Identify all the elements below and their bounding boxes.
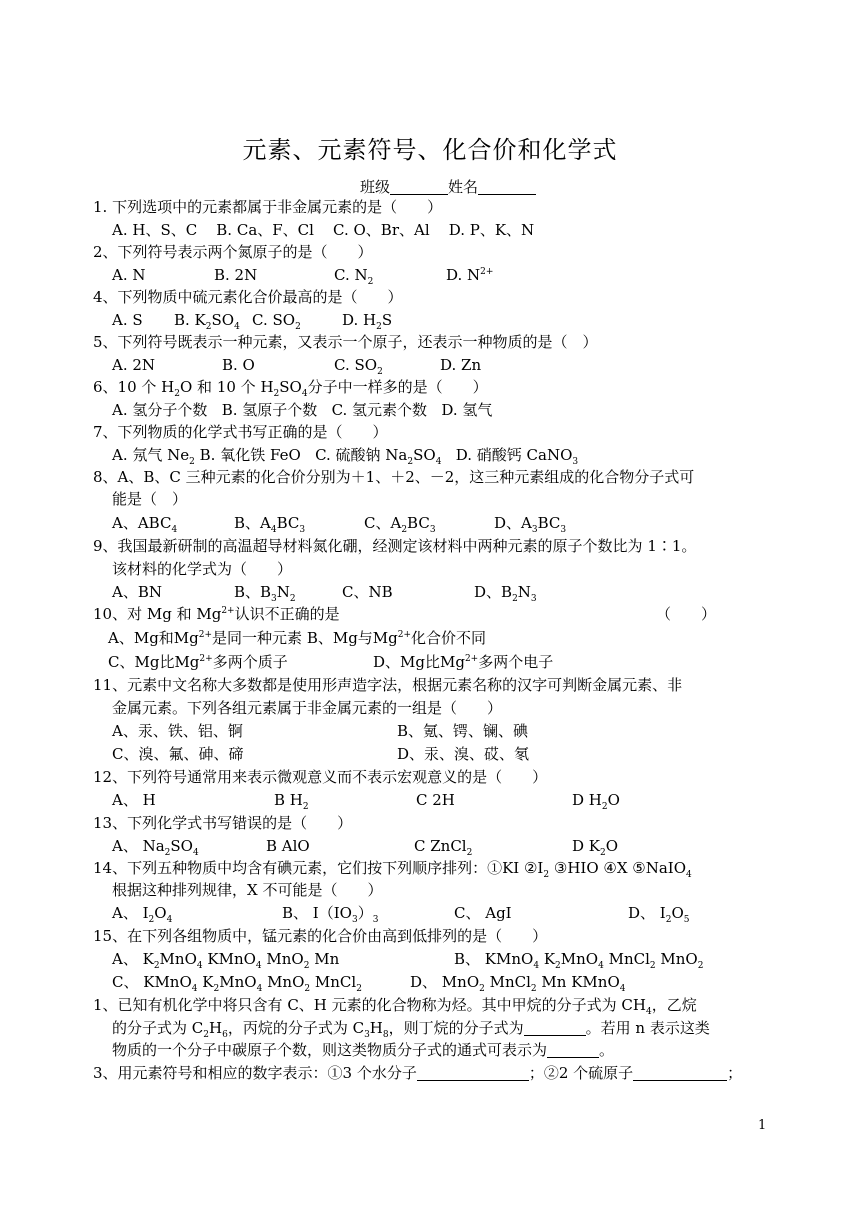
q9-stem-line1: 9、我国最新研制的高温超导材料氮化硼，经测定该材料中两种元素的原子个数比为 1∶1。 [93, 537, 697, 555]
q15-option-d: D、 MnO$_2$ MnCl$_2$ Mn KMnO$_4$ [410, 973, 626, 994]
q4-option-b: B. $K_2SO_4$ [174, 311, 240, 332]
q5-options [112, 355, 481, 375]
fill3-line: 3、用元素符号和相应的数字表示：①3 个水分子 ；②2 个硫原子 ； [93, 1064, 743, 1082]
q15-options-cd [112, 972, 625, 992]
q11-option-d: D、汞、溴、砹、氡 [397, 745, 530, 763]
name-label: 姓名 [448, 178, 479, 196]
q12-option-b: B $H_2$ [274, 791, 309, 812]
q7-option-d: D. 硝酸钙 CaNO$_3$ [455, 446, 579, 467]
q4-option-d: D. $H_2S$ [342, 311, 393, 332]
q13-stem: 13、下列化学式书写错误的是（ ） [93, 814, 353, 832]
q10-option-c: C、Mg比$Mg^{2+}$多两个质子 [108, 653, 288, 671]
q6-option-d: D. 氢气 [441, 401, 493, 419]
q12-options [112, 790, 620, 810]
q1-stem: 1. 下列选项中的元素都属于非金属元素的是（ ） [93, 198, 443, 216]
q8-stem-line2: 能是（ ） [112, 490, 188, 508]
q2-option-a: A. N [112, 266, 146, 284]
q8-option-b: B、$A_4BC_3$ [234, 514, 306, 535]
q13-option-c: C ZnCl$_2$ [414, 837, 473, 858]
class-label: 班级 [360, 178, 391, 196]
class-name-line [360, 176, 536, 197]
q9-option-c: C、NB [342, 583, 393, 601]
fill1-blank-formula[interactable] [547, 1043, 599, 1058]
q5-stem: 5、下列符号既表示一种元素，又表示一个原子，还表示一种物质的是（ ） [93, 333, 598, 351]
q9-stem-line2: 该材料的化学式为（ ） [112, 560, 293, 578]
q2-option-c: C. $N_2$ [334, 266, 374, 287]
q11-option-a: A、汞、铁、铝、锕 [112, 722, 243, 740]
fill1-line1: 1、已知有机化学中将只含有 C、H 元素的化合物称为烃。其中甲烷的分子式为 $CH_4$，乙烷 [93, 996, 697, 1017]
q12-stem: 12、下列符号通常用来表示微观意义而不表示宏观意义的是（ ） [93, 768, 548, 786]
q1-option-c: C. O、Br、Al [333, 221, 430, 239]
q13-option-d: D $K_2O$ [572, 837, 619, 858]
q15-option-b: B、 KMnO$_4$ $K_2MnO_4$ MnCl$_2$ MnO$_2$ [454, 950, 704, 971]
page-title: 元素、元素符号、化合价和化学式 [242, 136, 618, 164]
q1-option-a: A. H、S、C [112, 221, 198, 239]
q9-option-a: A、BN [112, 583, 162, 601]
q6-option-c: C. 氢元素个数 [331, 401, 428, 419]
q11-stem-line2: 金属元素。下列各组元素属于非金属元素的一组是（ ） [112, 699, 503, 717]
q14-option-b: B、 $I(IO_3)_3$ [282, 904, 379, 925]
q6-options [112, 400, 492, 420]
q2-option-d: D. $N^{2+}$ [446, 266, 494, 284]
q4-option-c: C. $SO_2$ [252, 311, 301, 332]
q9-option-d: D、$B_2N_3$ [474, 583, 537, 604]
q11-stem-line1: 11、元素中文名称大多数都是使用形声造字法，根据元素名称的汉字可判断金属元素、非 [93, 676, 683, 694]
q4-stem: 4、下列物质中硫元素化合价最高的是（ ） [93, 288, 403, 306]
q14-option-c: C、 AgI [454, 904, 512, 922]
q10-option-d: D、Mg比$Mg^{2+}$多两个电子 [373, 653, 554, 671]
q5-option-c: C. $SO_2$ [334, 356, 383, 377]
q2-options [112, 265, 493, 285]
q12-option-c: C 2H [416, 791, 455, 809]
q5-option-d: D. Zn [440, 356, 482, 374]
q7-option-b: B. 氧化铁 FeO [199, 446, 301, 464]
q1-options [112, 220, 534, 240]
q14-option-d: D、 $I_2O_5$ [628, 904, 690, 925]
q14-options [112, 903, 690, 923]
fill1-blank-butane[interactable] [524, 1021, 586, 1036]
q12-option-d: D $H_2O$ [572, 791, 620, 812]
q5-option-b: B. O [222, 356, 255, 374]
class-blank [390, 180, 448, 195]
q12-option-a: A、 H [112, 791, 156, 809]
q7-options [112, 445, 578, 465]
q14-option-a: A、 $I_2O_4$ [112, 904, 173, 925]
q1-option-d: D. P、K、N [448, 221, 535, 239]
q15-option-c: C、 KMnO$_4$ $K_2MnO_4$ MnO$_2$ MnCl$_2$ [112, 973, 362, 994]
q13-options [112, 836, 618, 856]
q6-option-b: B. 氢原子个数 [221, 401, 318, 419]
q11-option-c: C、溴、氟、砷、碲 [112, 745, 244, 763]
q2-stem: 2、下列符号表示两个氮原子的是（ ） [93, 243, 373, 261]
q8-option-d: D、$A_3BC_3$ [494, 514, 567, 535]
q10-options-ab: A、Mg和$Mg^{2+}$是同一种元素 B、Mg与$Mg^{2+}$化合价不同 [108, 629, 487, 647]
name-blank [478, 180, 536, 195]
q11-option-b: B、氪、锷、镧、碘 [397, 722, 529, 740]
q15-option-a: A、 $K_2MnO_4$ KMnO$_4$ MnO$_2$ Mn [112, 950, 340, 971]
q13-option-a: A、 $Na_2SO_4$ [112, 837, 199, 858]
q8-options [112, 513, 566, 533]
q9-options [112, 582, 537, 602]
q10-answer-paren: （ ） [656, 605, 717, 623]
fill1-line3: 物质的一个分子中碳原子个数，则这类物质分子式的通式可表示为 。 [112, 1041, 615, 1059]
q5-option-a: A. 2N [112, 356, 156, 374]
page-number: 1 [758, 1118, 767, 1133]
q4-option-a: A. S [112, 311, 143, 329]
q7-option-c: C. 硫酸钠 $Na_2SO_4$ [315, 446, 442, 467]
q6-option-a: A. 氢分子个数 [112, 401, 208, 419]
fill1-line2: 的分子式为 $C_2H_6$，丙烷的分子式为 $C_3H_8$，则丁烷的分子式为 。若用 n 表示这类 [112, 1019, 710, 1040]
q8-stem-line1: 8、A、B、C 三种元素的化合价分别为＋1、＋2、－2，这三种元素组成的化合物分子式可 [93, 468, 695, 486]
q8-option-a: A、$ABC_4$ [112, 514, 178, 535]
q8-option-c: C、$A_2BC_3$ [364, 514, 436, 535]
q10-options-cd [108, 652, 553, 672]
fill3-blank-water[interactable] [417, 1066, 529, 1081]
q6-stem: 6、10 个 $H_2O$ 和 10 个 $H_2SO_4$分子中一样多的是（ ） [93, 378, 488, 399]
q4-options [112, 310, 392, 330]
q9-option-b: B、$B_3N_2$ [234, 583, 296, 604]
q13-option-b: B AlO [266, 837, 310, 855]
q14-stem-line1: 14、下列五种物质中均含有碘元素，它们按下列顺序排列：①KI $②I_2$ ③HIO ④X ⑤NaIO$_4$ [93, 859, 692, 880]
q14-stem-line2: 根据这种排列规律，X 不可能是（ ） [112, 881, 383, 899]
q10-stem: 10、对 Mg 和 $Mg^{2+}$认识不正确的是 [93, 605, 340, 623]
q15-stem: 15、在下列各组物质中，锰元素的化合价由高到低排列的是（ ） [93, 927, 548, 945]
q7-option-a: A. 氖气 $Ne_2$ [112, 446, 195, 467]
fill3-blank-sulfur[interactable] [633, 1066, 727, 1081]
q1-option-b: B. Ca、F、Cl [216, 221, 314, 239]
q11-options-cd [112, 744, 529, 764]
q7-stem: 7、下列物质的化学式书写正确的是（ ） [93, 423, 388, 441]
q15-options-ab [112, 949, 703, 969]
q11-options-ab [112, 721, 528, 741]
q2-option-b: B. 2N [214, 266, 258, 284]
